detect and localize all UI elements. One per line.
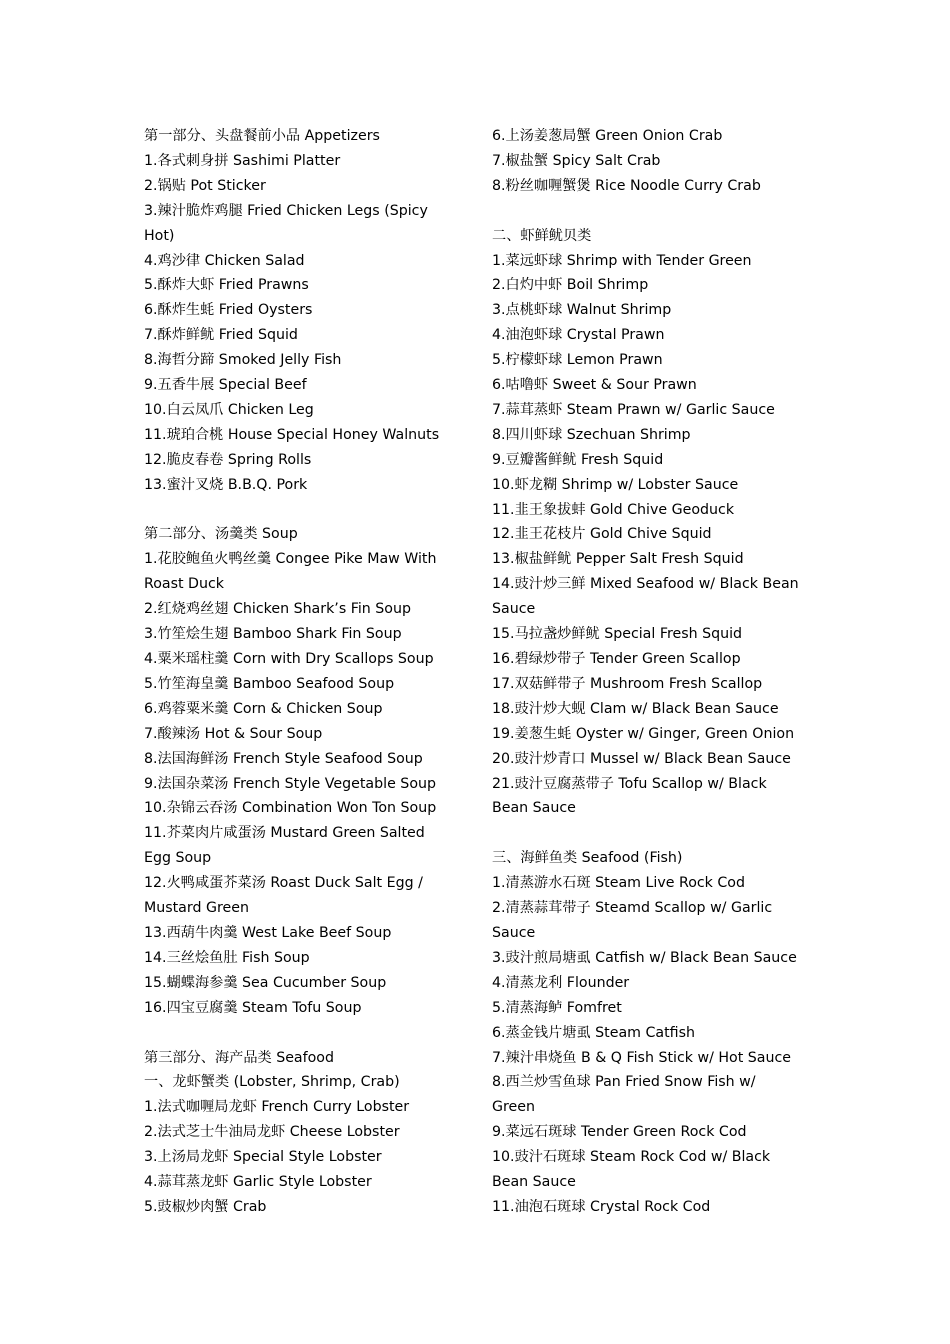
menu-item: 5.竹笙海皇羹 Bamboo Seafood Soup	[144, 675, 395, 692]
menu-item: 8.四川虾球 Szechuan Shrimp	[492, 426, 691, 443]
section-heading: 三、海鲜鱼类 Seafood (Fish)	[492, 850, 683, 867]
menu-item: 3.点桃虾球 Walnut Shrimp	[492, 302, 672, 319]
menu-item-continuation: Bean Sauce	[492, 1174, 576, 1191]
menu-item: 15.马拉盏炒鲜鱿 Special Fresh Squid	[492, 626, 743, 643]
blank-line	[492, 199, 808, 224]
section-heading: 第二部分、汤羹类 Soup	[144, 526, 298, 543]
menu-item: 11.油泡石斑球 Crystal Rock Cod	[492, 1198, 711, 1215]
menu-item: 4.粟米瑶柱羹 Corn with Dry Scallops Soup	[144, 651, 434, 668]
menu-item-continuation: Green	[492, 1099, 535, 1116]
menu-item: 14.豉汁炒三鲜 Mixed Seafood w/ Black Bean	[492, 576, 799, 593]
menu-item: 20.豉汁炒青口 Mussel w/ Black Bean Sauce	[492, 750, 791, 767]
section-heading: 一、龙虾蟹类 (Lobster, Shrimp, Crab)	[144, 1074, 400, 1091]
menu-item: 13.蜜汁叉烧 B.B.Q. Pork	[144, 476, 308, 493]
menu-item: 9.法国杂菜汤 French Style Vegetable Soup	[144, 775, 436, 792]
menu-item: 5.柠檬虾球 Lemon Prawn	[492, 352, 663, 369]
menu-column-right	[492, 124, 808, 1220]
menu-item: 5.清蒸海鲈 Fomfret	[492, 999, 622, 1016]
menu-item: 12.韭王花枝片 Gold Chive Squid	[492, 526, 712, 543]
menu-item: 2.法式芝士牛油局龙虾 Cheese Lobster	[144, 1124, 400, 1141]
menu-item: 1.清蒸游水石斑 Steam Live Rock Cod	[492, 875, 745, 892]
menu-item: 10.虾龙糊 Shrimp w/ Lobster Sauce	[492, 476, 739, 493]
menu-item: 4.油泡虾球 Crystal Prawn	[492, 327, 665, 344]
menu-item: 9.五香牛展 Special Beef	[144, 377, 307, 394]
menu-item: 4.清蒸龙利 Flounder	[492, 974, 630, 991]
menu-item: 18.豉汁炒大蚬 Clam w/ Black Bean Sauce	[492, 700, 779, 717]
menu-item: 19.姜葱生蚝 Oyster w/ Ginger, Green Onion	[492, 725, 795, 742]
menu-item: 5.酥炸大虾 Fried Prawns	[144, 277, 309, 294]
menu-item: 9.菜远石斑球 Tender Green Rock Cod	[492, 1124, 747, 1141]
menu-item: 3.辣汁脆炸鸡腿 Fried Chicken Legs (Spicy	[144, 202, 428, 219]
menu-item: 4.蒜茸蒸龙虾 Garlic Style Lobster	[144, 1174, 372, 1191]
menu-item: 12.脆皮春卷 Spring Rolls	[144, 451, 312, 468]
menu-item: 11.韭王象拔蚌 Gold Chive Geoduck	[492, 501, 735, 518]
menu-item: 7.酥炸鲜鱿 Fried Squid	[144, 327, 298, 344]
menu-item: 8.粉丝咖喱蟹煲 Rice Noodle Curry Crab	[492, 177, 761, 194]
menu-item: 9.豆瓣酱鲜鱿 Fresh Squid	[492, 451, 664, 468]
menu-item: 13.椒盐鲜鱿 Pepper Salt Fresh Squid	[492, 551, 744, 568]
menu-item: 7.蒜茸蒸虾 Steam Prawn w/ Garlic Sauce	[492, 401, 775, 418]
menu-item: 7.辣汁串烧鱼 B & Q Fish Stick w/ Hot Sauce	[492, 1049, 792, 1066]
menu-item: 10.豉汁石斑球 Steam Rock Cod w/ Black	[492, 1149, 771, 1166]
menu-item: 1.花胶鲍鱼火鸭丝羹 Congee Pike Maw With	[144, 551, 437, 568]
menu-item: 6.上汤姜葱局蟹 Green Onion Crab	[492, 128, 723, 144]
menu-item: 17.双菇鲜带子 Mushroom Fresh Scallop	[492, 675, 763, 692]
menu-item: 11.芥菜肉片咸蛋汤 Mustard Green Salted	[144, 825, 425, 842]
menu-item: 3.豉汁煎局塘虱 Catfish w/ Black Bean Sauce	[492, 949, 797, 966]
menu-item: 10.白云凤爪 Chicken Leg	[144, 401, 314, 418]
menu-item-continuation: Bean Sauce	[492, 800, 576, 817]
menu-item: 3.竹笙烩生翅 Bamboo Shark Fin Soup	[144, 626, 402, 643]
menu-item: 13.西葫牛肉羹 West Lake Beef Soup	[144, 924, 392, 941]
menu-item: 2.清蒸蒜茸带子 Steamd Scallop w/ Garlic	[492, 900, 773, 917]
menu-item: 6.酥炸生蚝 Fried Oysters	[144, 302, 313, 319]
menu-item: 16.四宝豆腐羹 Steam Tofu Soup	[144, 999, 362, 1016]
menu-item-continuation: Egg Soup	[144, 850, 212, 867]
menu-item: 2.锅贴 Pot Sticker	[144, 177, 266, 194]
menu-item-continuation: Mustard Green	[144, 900, 249, 917]
menu-item: 1.各式刺身拼 Sashimi Platter	[144, 152, 341, 169]
menu-item-continuation: Roast Duck	[144, 576, 224, 593]
menu-item: 6.咕噜虾 Sweet & Sour Prawn	[492, 377, 697, 394]
menu-item: 15.蝴蝶海参羹 Sea Cucumber Soup	[144, 974, 387, 991]
blank-line	[144, 498, 460, 523]
menu-item: 3.上汤局龙虾 Special Style Lobster	[144, 1149, 382, 1166]
menu-item: 12.火鸭咸蛋芥菜汤 Roast Duck Salt Egg /	[144, 875, 423, 892]
menu-item: 8.法国海鲜汤 French Style Seafood Soup	[144, 750, 423, 767]
menu-item: 14.三丝烩鱼肚 Fish Soup	[144, 949, 310, 966]
menu-item: 7.椒盐蟹 Spicy Salt Crab	[492, 152, 661, 169]
menu-item: 4.鸡沙律 Chicken Salad	[144, 252, 305, 269]
menu-item-continuation: Hot)	[144, 227, 175, 244]
menu-item: 21.豉汁豆腐蒸带子 Tofu Scallop w/ Black	[492, 775, 767, 792]
menu-item: 1.法式咖喱局龙虾 French Curry Lobster	[144, 1099, 410, 1116]
section-heading: 第三部分、海产品类 Seafood	[144, 1049, 334, 1066]
menu-item: 6.蒸金钱片塘虱 Steam Catfish	[492, 1024, 695, 1041]
menu-item: 7.酸辣汤 Hot & Sour Soup	[144, 725, 323, 742]
blank-line	[492, 821, 808, 846]
menu-item: 16.碧绿炒带子 Tender Green Scallop	[492, 651, 741, 668]
menu-item: 8.西兰炒雪鱼球 Pan Fried Snow Fish w/	[492, 1074, 756, 1091]
menu-item: 2.红烧鸡丝翅 Chicken Shark’s Fin Soup	[144, 601, 411, 618]
menu-item: 5.豉椒炒肉蟹 Crab	[144, 1198, 267, 1215]
blank-line	[144, 1021, 460, 1046]
menu-column-left	[144, 124, 460, 1220]
section-heading: 二、虾鲜鱿贝类	[492, 227, 592, 244]
menu-item: 11.琥珀合桃 House Special Honey Walnuts	[144, 426, 440, 443]
menu-item: 1.菜远虾球 Shrimp with Tender Green	[492, 252, 752, 269]
menu-item: 10.杂锦云吞汤 Combination Won Ton Soup	[144, 800, 437, 817]
section-heading: 第一部分、头盘餐前小品 Appetizers	[144, 128, 380, 144]
menu-item: 2.白灼中虾 Boil Shrimp	[492, 277, 649, 294]
menu-item-continuation: Sauce	[492, 924, 536, 941]
menu-item: 8.海哲分蹄 Smoked Jelly Fish	[144, 352, 342, 369]
menu-item: 6.鸡蓉粟米羹 Corn & Chicken Soup	[144, 700, 383, 717]
menu-item-continuation: Sauce	[492, 601, 536, 618]
